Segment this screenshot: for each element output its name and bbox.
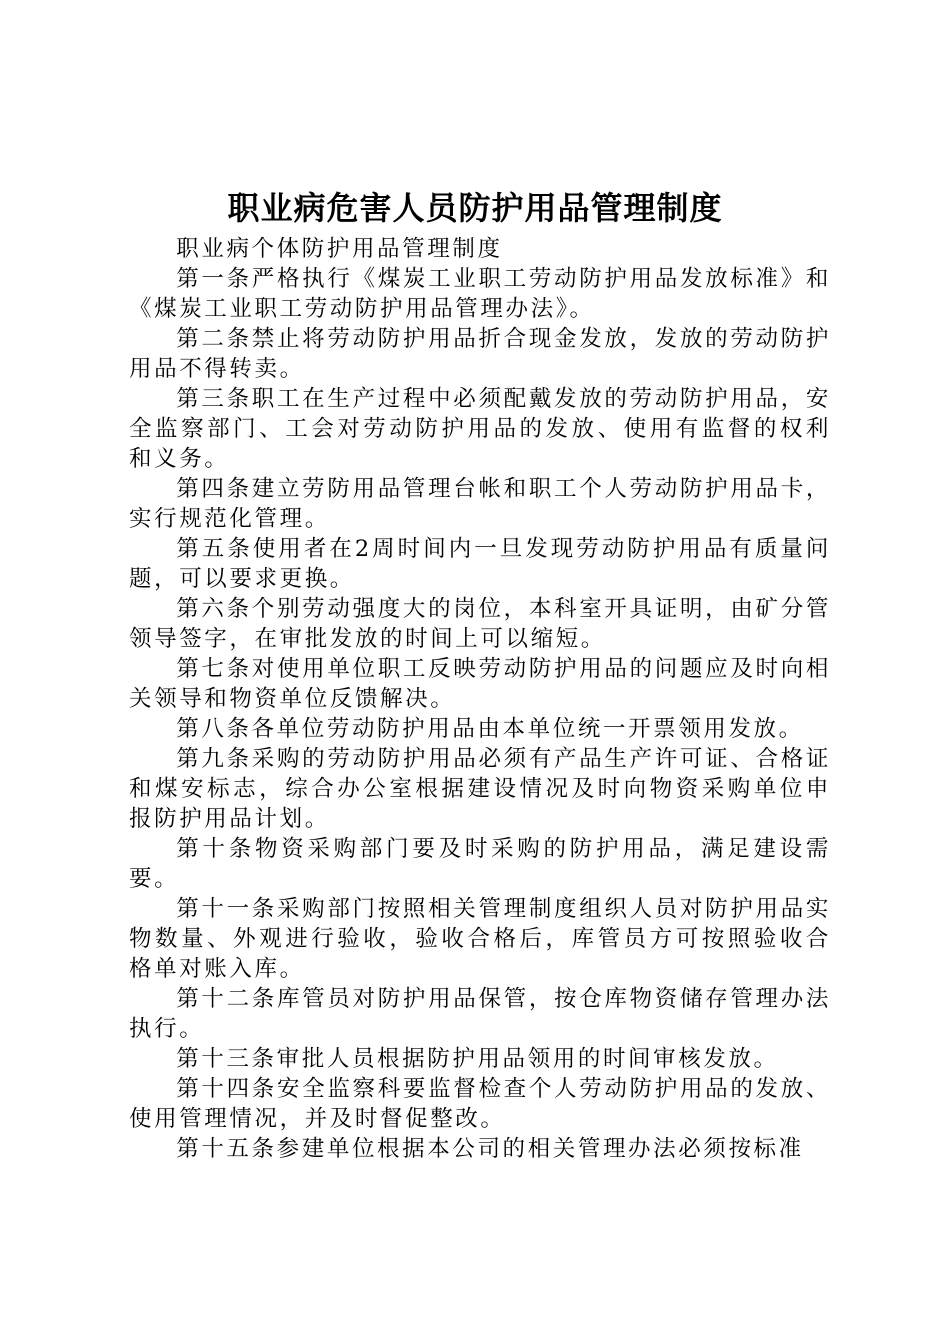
paragraph-article-8: 第八条各单位劳动防护用品由本单位统一开票领用发放。 <box>176 716 804 742</box>
document-title: 职业病危害人员防护用品管理制度 <box>227 189 723 227</box>
paragraph-article-12: 第十二条库管员对防护用品保管，按仓库物资储存管理办法执行。 <box>129 986 831 1042</box>
paragraph-article-13: 第十三条审批人员根据防护用品领用的时间审核发放。 <box>176 1046 779 1072</box>
paragraph-article-4: 第四条建立劳防用品管理台帐和职工个人劳动防护用品卡，实行规范化管理。 <box>129 476 831 532</box>
paragraph-article-7: 第七条对使用单位职工反映劳动防护用品的问题应及时向相关领导和物资单位反馈解决。 <box>129 656 831 712</box>
paragraph-article-6: 第六条个别劳动强度大的岗位，本科室开具证明，由矿分管领导签字，在审批发放的时间上可以缩短。 <box>129 596 831 652</box>
paragraph-article-3: 第三条职工在生产过程中必须配戴发放的劳动防护用品，安全监察部门、工会对劳动防护用品的发放、使用有监督的权利和义务。 <box>129 386 831 472</box>
paragraph-article-1: 第一条严格执行《煤炭工业职工劳动防护用品发放标准》和《煤炭工业职工劳动防护用品管理办法》。 <box>129 266 831 322</box>
paragraph-article-15: 第十五条参建单位根据本公司的相关管理办法必须按标准 <box>176 1136 804 1162</box>
paragraph-subtitle: 职业病个体防护用品管理制度 <box>176 236 503 262</box>
paragraph-article-10: 第十条物资采购部门要及时采购的防护用品，满足建设需要。 <box>129 836 831 892</box>
paragraph-article-9: 第九条采购的劳动防护用品必须有产品生产许可证、合格证和煤安标志，综合办公室根据建设情况及时向物资采购单位申报防护用品计划。 <box>129 746 831 832</box>
paragraph-article-5: 第五条使用者在2周时间内一旦发现劳动防护用品有质量问题，可以要求更换。 <box>129 536 831 592</box>
paragraph-article-11: 第十一条采购部门按照相关管理制度组织人员对防护用品实物数量、外观进行验收，验收合格后，库管员方可按照验收合格单对账入库。 <box>129 896 831 982</box>
paragraph-article-14: 第十四条安全监察科要监督检查个人劳动防护用品的发放、使用管理情况，并及时督促整改。 <box>129 1076 831 1132</box>
document-body <box>129 234 831 1164</box>
paragraph-article-2: 第二条禁止将劳动防护用品折合现金发放，发放的劳动防护用品不得转卖。 <box>129 326 831 382</box>
